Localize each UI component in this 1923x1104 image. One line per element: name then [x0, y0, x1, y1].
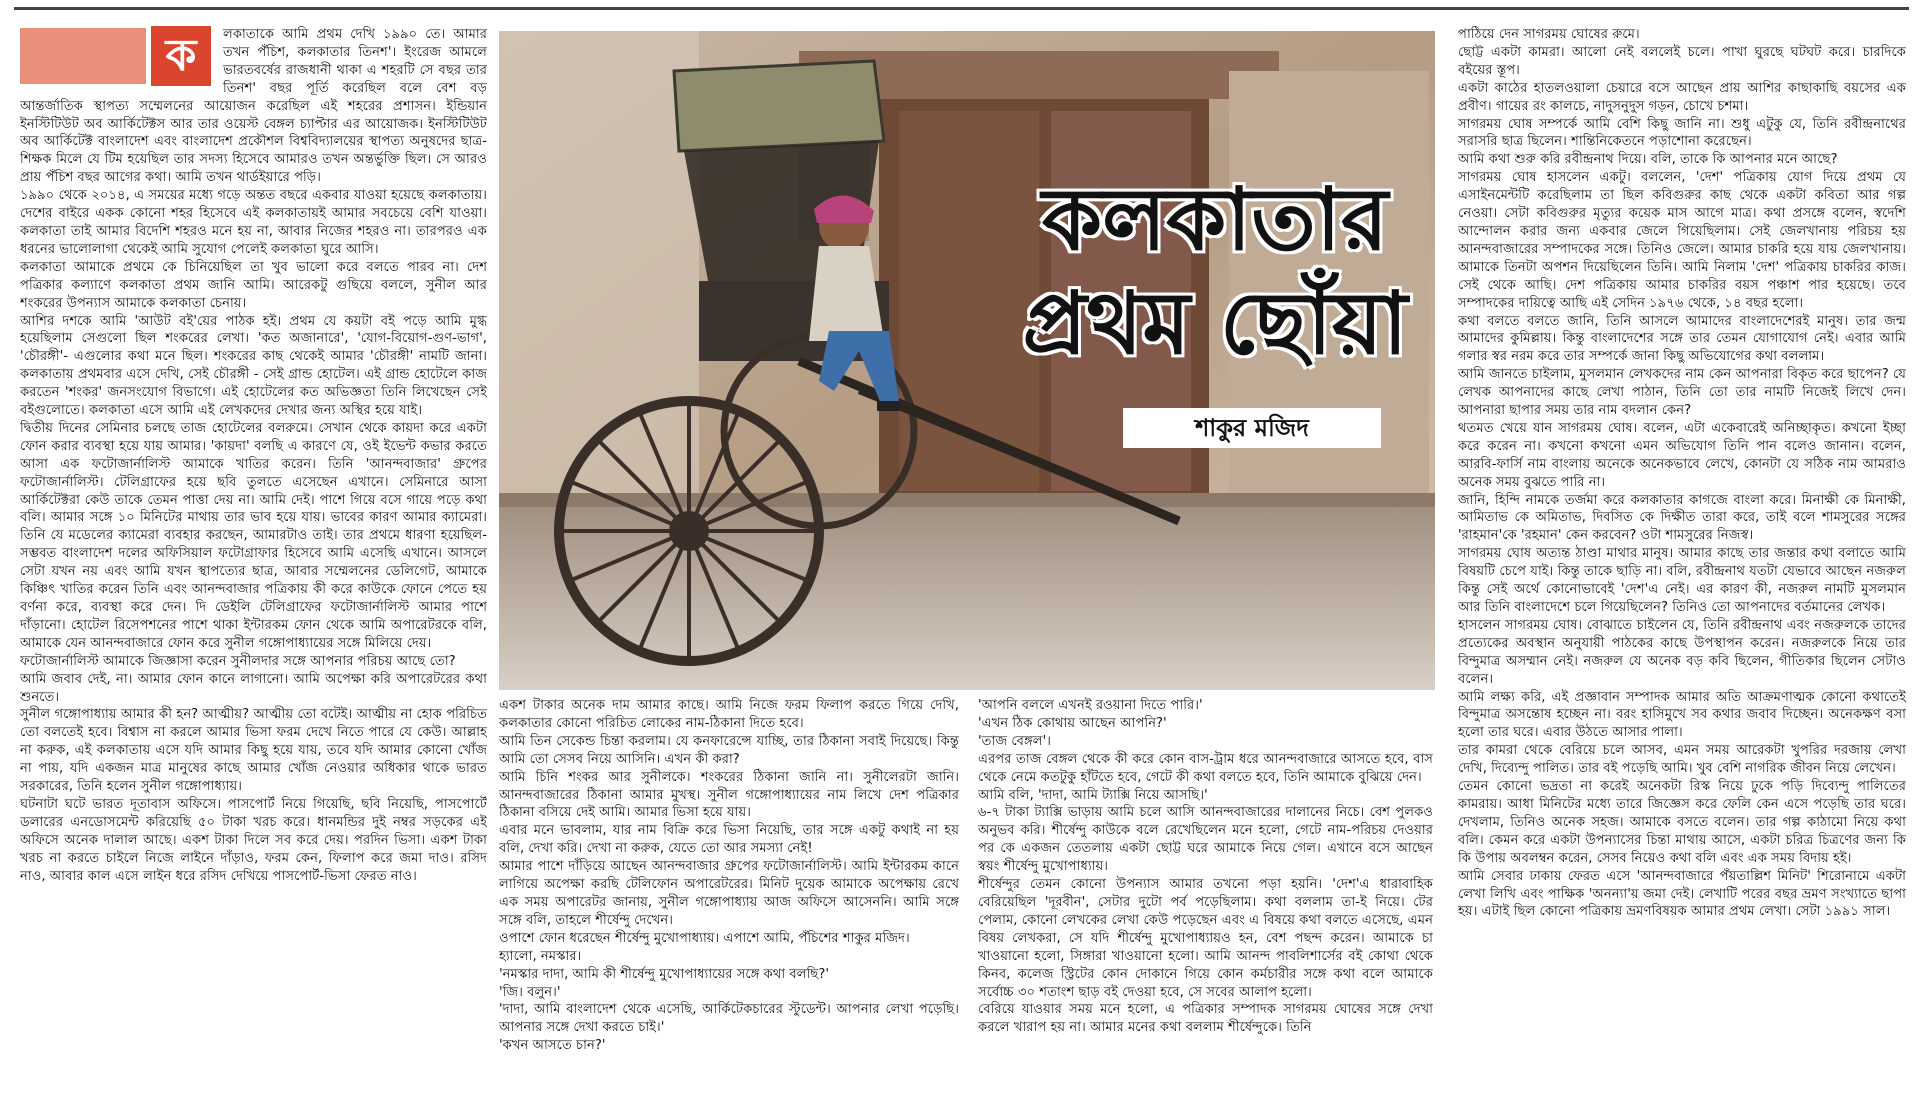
paragraph: শীর্ষেন্দুর তেমন কোনো উপন্যাস আমার তখনো পড়া হয়নি। 'দেশ'এ ধারাবাহিক বেরিয়েছিল 'দূরবীন', সেটার দুটো পর্ব পড়েছিলাম। কথা বললাম তা-ই নিয়ে। টের পেলাম, কোনো লেখকের লেখা কেউ পড়েছেন এবং এ বিষয়ে কথা বলতে এসেছে, এমন বিষয় লেখকরা, সে যদি শীর্ষেন্দু মুখোপাধ্যায়ও হন, বেশ পছন্দ করেন। আমাকে চা খাওয়ানো হলো, সিঙ্গারা খাওয়ানো হলো। আমি আনন্দ পাবলিশার্সের বই কোথা থেকে কিনব, কলেজ স্ট্রিটের কোন দোকানে গিয়ে কোন কর্মচারীর সঙ্গে কথা বলে আমাকে সর্বোচ্চ ৩০ শতাংশ ছাড় বই দেওয়া হবে, সে সবের আলাপ হলো।	[978, 877, 1433, 1000]
paragraph: 'কখন আসতে চান?'	[499, 1038, 606, 1054]
paragraph: আমি সেবার ঢাকায় ফেরত এসে 'আনন্দবাজারে পঁয়তাল্লিশ মিনিট' শিরোনামে একটা লেখা লিখি এবং পাক্ষিক 'অনন্যা'য় জমা দেই। লেখাটি পরের বছর ভ্রমণ সংখ্যাতে ছাপা হয়। এটাই ছিল কোনো পত্রিকায় ভ্রমণবিষয়ক আমার প্রথম লেখা। সেটা ১৯৯১ সাল।	[1458, 868, 1906, 920]
article-column-2b	[978, 697, 1433, 1097]
paragraph: কথা বলতে বলতে জানি, তিনি আসলে আমাদের বাংলাদেশেরই মানুষ। তার জন্ম আমাদের কুমিল্লায়। কিন্তু বাংলাদেশের সঙ্গে তার তেমন যোগাযোগ নেই। এবার আমি গলার স্বর নরম করে তার সম্পর্কে জানা কিছু অভিযোগের কথা বললাম।	[1458, 313, 1906, 365]
paragraph: 'আপনি বললে এখনই রওয়ানা দিতে পারি।'	[978, 698, 1203, 713]
paragraph: 'নমস্কার দাদা, আমি কী শীর্ষেন্দু মুখোপাধ্যায়ের সঙ্গে কথা বলছি?'	[499, 966, 829, 982]
paragraph: আমি কথা শুরু করি রবীন্দ্রনাথ দিয়ে। বলি, তাকে কি আপনার মনে আছে?	[1458, 152, 1838, 168]
paragraph: আমি জবাব দেই, না। আমার ফোন কানে লাগানো। আমি অপেক্ষা করি অপারেটরের কথা শুনতে।	[20, 671, 487, 705]
headline-line-2: প্রথম ছোঁয়া	[1022, 274, 1408, 374]
paragraph: থতমত খেয়ে যান সাগরময় ঘোষ। বলেন, এটা একেবারেই অনিচ্ছাকৃত। কখনো ইচ্ছা করে করেন না। কখনো কখনো এমন অভিযোগ তিনি পান বলেও জানান। বলেন, আরবি-ফার্সি নাম বাংলায় অনেকে অনেকভাবে লেখে, কোনটা যে সঠিক নাম আমরাও অনেক সময় বুঝতে পারি না।	[1458, 420, 1906, 490]
paragraph: হাসলেন সাগরময় ঘোষ। বোঝাতে চাইলেন যে, তিনি রবীন্দ্রনাথ এবং নজরুলকে তাদের প্রত্যেকের অবস্থান অনুযায়ী পাঠকের কাছে উপস্থাপন করেন। নজরুলকে নিয়ে তার বিন্দুমাত্র অসম্মান নেই। নজরুল যে অনেক বড় কবি ছিলেন, গীতিকার ছিলেন সেটাও বলেন।	[1458, 617, 1906, 687]
paragraph: সাগরময় ঘোষ হাসলেন একটু। বললেন, 'দেশ' পত্রিকায় যোগ দিয়ে প্রথম যে এসাইনমেন্টটি করেছিলাম তা ছিল কবিগুরুর কাছ থেকে একটা কবিতা আর গল্প নেওয়া। সেটা কবিগুরুর মৃত্যুর কয়েক মাস আগে মাত্র। কথা প্রসঙ্গে বলেন, স্বদেশি আন্দোলন করার জন্য একবার জেলে গিয়েছিলাম। সেই জেলখানায় পরিচয় হয় আনন্দবাজারের সম্পাদকের সঙ্গে। তিনিও জেলে। আমার চাকরি হয়ে যায় জেলখানায়। আমাকে তিনটা অপশন দিয়েছিলেন তিনি। আমি নিলাম 'দেশ' পত্রিকায় চাকরির কাজ। সেই থেকে আছি। দেশ পত্রিকায় আমার চাকরির বয়স পঞ্চাশ পার হয়েছে। তবে সম্পাদকের দায়িত্বে আছি এই সেদিন ১৯৭৬ থেকে, ১৪ বছর হলো।	[1458, 170, 1906, 311]
paragraph: ১৯৯০ থেকে ২০১৪, এ সময়ের মধ্যে গড়ে অন্তত বছরে একবার যাওয়া হয়েছে কলকাতায়। দেশের বাইরে একক কোনো শহর হিসেবে এই কলকাতায়ই আমার সবচেয়ে বেশি যাওয়া। কলকাতা তাই আমার বিদেশি শহরও মনে হয় না, আবার নিজের শহরও না। তারপরও এক ধরনের ভালোলাগা থেকেই আমি সুযোগ পেলেই কলকাতা ঘুরে আসি।	[20, 188, 487, 257]
dropcap-accent-bar	[20, 28, 146, 84]
paragraph: ঘটনাটা ঘটে ভারত দূতাবাস অফিসে। পাসপোর্ট নিয়ে গিয়েছি, ছবি নিয়েছি, পাসপোর্টে ডলারের এনডোসমেন্ট করিয়েছি ৫০ টাকা খরচ করে। ধানমন্ডির দুই নম্বর সড়কের এই অফিসে অনেক দালাল আছে। একশ টাকা দিলে সব করে দেয়। পরদিন ভিসা। একশ টাকা খরচ না করতে চাইলে নিজে লাইনে দাঁড়াও, ফরম কেন, ফিলাপ করে জমা দাও। রসিদ নাও, আবার কাল এসে লাইন ধরে রসিদ দেখিয়ে পাসপোর্ট-ভিসা ফেরত নাও।	[20, 796, 487, 884]
paragraph: আশির দশকে আমি 'আউট বই'য়ের পাঠক হই। প্রথম যে কয়টা বই পড়ে আমি মুগ্ধ হয়েছিলাম সেগুলো ছিল শংকরের লেখা। 'কত অজানারে', 'যোগ-বিয়োগ-গুণ-ভাগ', 'চৌরঙ্গী'- এগুলোর কথা মনে ছিল। শংকরের কাছ থেকেই আমার 'চৌরঙ্গী' নামটি জানা। কলকাতায় প্রথমবার এসে দেখি, সেই চৌরঙ্গী - সেই গ্রান্ড হোটেল। এই গ্রান্ড হোটেলে কাজ করতেন 'শংকর' জনসংযোগ বিভাগে। এই হোটেলের কত অভিজ্ঞতা তিনি লিখেছেন সেই বইগুলোতে। কলকাতা এসে আমি এই লেখকদের দেখার জন্য অস্থির হয়ে যাই।	[20, 313, 487, 419]
paragraph: আমি চিনি শংকর আর সুনীলকে। শংকরের ঠিকানা জানি না। সুনীলেরটা জানি। আনন্দবাজারের ঠিকানা আমার মুখস্থ। সুনীল গঙ্গোপাধ্যায়ের নাম লিখে দেশ পত্রিকার ঠিকানা বসিয়ে দেই আমি। আমার ভিসা হয়ে যায়।	[499, 769, 959, 821]
paragraph: ওপাশে ফোন ধরেছেন শীর্ষেন্দু মুখোপাধ্যায়। এপাশে আমি, পঁচিশের শাকুর মজিদ।	[499, 930, 910, 946]
top-rule	[14, 7, 1909, 10]
paragraph: একটা কাঠের হাতলওয়ালা চেয়ারে বসে আছেন প্রায় আশির কাছাকাছি বয়সের এক প্রবীণ। গায়ের রং কালচে, নাদুসনুদুস গড়ন, চোখে চশমা।	[1458, 80, 1906, 114]
article-column-2a	[499, 697, 959, 1097]
paragraph: ফটোজার্নালিস্ট আমাকে জিজ্ঞাসা করেন সুনীলদার সঙ্গে আপনার পরিচয় আছে তো?	[20, 653, 456, 669]
paragraph: এরপর তাজ বেঙ্গল থেকে কী করে কোন বাস-ট্রাম ধরে আনন্দবাজারে আসতে হবে, বাস থেকে নেমে কতটুকু হাঁটতে হবে, গেটে কী কথা বলতে হবে, তিনি আমাকে বুঝিয়ে দেন।	[978, 751, 1433, 785]
paragraph: এবার মনে ভাবলাম, যার নাম বিক্রি করে ভিসা নিয়েছি, তার সঙ্গে একটু কথাই না হয় বলি, দেখা করি। দেখা না করুক, যেতে তো আর সমস্যা নেই!	[499, 823, 959, 857]
paragraph: ছোট্ট একটা কামরা। আলো নেই বললেই চলে। পাখা ঘুরছে ঘটঘট করে। চারদিকে বইয়ের স্তূপ।	[1458, 44, 1906, 78]
byline: শাকুর মজিদ	[1123, 408, 1381, 448]
article-column-1	[20, 26, 487, 1096]
paragraph: বেরিয়ে যাওয়ার সময় মনে হলো, এ পত্রিকার সম্পাদক সাগরময় ঘোষের সঙ্গে দেখা করলে খারাপ হয় না। আমার মনের কথা বললাম শীর্ষেন্দুকে। তিনি	[978, 1002, 1433, 1036]
paragraph: 'এখন ঠিক কোথায় আছেন আপনি?'	[978, 715, 1167, 731]
paragraph: আমার পাশে দাঁড়িয়ে আছেন আনন্দবাজার গ্রুপের ফটোজার্নালিস্ট। আমি ইন্টারকম কানে লাগিয়ে অপেক্ষা করছি টেলিফোন অপারেটরের। মিনিট দুয়েক আমাকে অপেক্ষায় রেখে এক সময় অপারেটর জানায়, সুনীল গঙ্গোপাধ্যায় আজ অফিসে আসেননি। আমি সঙ্গে সঙ্গে বলি, তাহলে শীর্ষেন্দু দেখেন।	[499, 859, 959, 928]
paragraph: তার কামরা থেকে বেরিয়ে চলে আসব, এমন সময় আরেকটা খুপরির দরজায় লেখা দেখি, দিব্যেন্দু পালিত। তার বই পড়েছি আমি। খুব বেশি নাগরিক জীবন নিয়ে লেখেন।	[1458, 743, 1906, 777]
paragraph: তেমন কোনো ভদ্রতা না করেই অনেকটা রিস্ক নিয়ে ঢুকে পড়ি দিব্যেন্দু পালিতের কামরায়। আধা মিনিটের মধ্যে তারে জিজ্ঞেস করে ফেলি কেন এসে পড়েছি তার ঘরে। দেখলাম, তিনিও অনেক সহজ। আমাকে বসতে বলেন। তার গল্প কাঠামো নিয়ে কথা বলি। কেমন করে একটা উপন্যাসের চিন্তা মাথায় আসে, একটা চরিত্র চিত্রণের জন্য কি কি উপায় অবলম্বন করেন, সেসব নিয়েও কথা বলি এবং এক সময় বিদায় হই।	[1458, 779, 1906, 866]
dropcap-letter: ক	[151, 26, 211, 86]
article-column-3	[1458, 26, 1906, 1096]
paragraph: সাগরময় ঘোষ অত্যন্ত ঠাণ্ডা মাথার মানুষ। আমার কাছে তার জন্তার কথা বলাতে আমি বিষয়টি চেপে যাই। কিন্তু তাকে ছাড়ি না। বলি, রবীন্দ্রনাথ যতটা যেভাবে আছেন নজরুল কিন্তু সেই অর্থে কোনোভাবেই 'দেশ'এ নেই। এর কারণ কী, নজরুল নামটি মুসলমান আর তিনি বাংলাদেশে চলে গিয়েছিলেন? তিনিও তো আপনাদের বর্তমানের লেখক।	[1458, 546, 1906, 615]
paragraph: কলকাতা আমাকে প্রথমে কে চিনিয়েছিল তা খুব ভালো করে বলতে পারব না। দেশ পত্রিকার কল্যাণে কলকাতা প্রথম জানি আমি। আরেকটু গুছিয়ে বললে, সুনীল আর শংকরের উপন্যাস আমাকে কলকাতা চেনায়।	[20, 259, 487, 311]
headline	[1005, 168, 1425, 376]
paragraph: 'তাজ বেঙ্গল'।	[978, 733, 1051, 749]
paragraph: লকাতাকে আমি প্রথম দেখি ১৯৯০ তে। আমার তখন পঁচিশ, কলকাতার তিনশ'। ইংরেজ আমলে ভারতবর্ষের রাজধানী থাকা এ শহরটি সে বছর তার তিনশ' বছর পূর্তি করেছিল বলে বেশ বড় আন্তর্জাতিক স্থাপত্য সম্মেলনের আয়োজন করেছিল এই শহরের প্রশাসন। ইন্ডিয়ান ইনস্টিটিউট অব আর্কিটেক্টস আর তার ওয়েস্ট বেঙ্গল চ্যাপ্টার এর আয়োজক। ইনস্টিটিউট অব আর্কিটেক্ট বাংলাদেশ এবং বাংলাদেশ প্রকৌশল বিশ্ববিদ্যালয়ের স্থাপত্য অনুষদের ছাত্র-শিক্ষক মিলে যে টিম হয়েছিল তার সদস্য হিসেবে আমারও তখন অন্তর্ভুক্তি ছিল। সে আরও প্রায় পঁচিশ বছর আগের কথা। আমি তখন থার্ডইয়ারে পড়ি।	[20, 27, 487, 186]
paragraph: হ্যালো, নমস্কার।	[499, 948, 582, 964]
paragraph: জানি, হিন্দি নামকে তর্জমা করে কলকাতার কাগজে বাংলা করে। মিনাক্ষী কে মিনাক্ষী, আমিতাভ কে অমিতাভ, দিবসিত কে দিক্ষীত তারা করে, তাই বলে শামসুরের সঙ্গের 'রাহমান'কে 'রহমান' কেন করবেন? ওটা শামসুরের নিজস্ব।	[1458, 492, 1906, 544]
paragraph: একশ টাকার অনেক দাম আমার কাছে। আমি নিজে ফরম ফিলাপ করতে গিয়ে দেখি, কলকাতার কোনো পরিচিত লোকের নাম-ঠিকানা দিতে হবে।	[499, 698, 959, 731]
paragraph: আমি বলি, 'দাদা, আমি ট্যাক্সি নিয়ে আসছি।'	[978, 787, 1208, 803]
paragraph: আমি জানতে চাইলাম, মুসলমান লেখকদের নাম কেন আপনারা বিকৃত করে ছাপেন? যে লেখক আপনাদের কাছে লেখা পাঠান, তিনি তো তার নামটি নিজেই লিখে দেন। আপনারা ছাপার সময় তার নাম বদলান কেন?	[1458, 367, 1906, 419]
headline-line-1: কলকাতার	[1041, 170, 1389, 270]
paragraph: আমি লক্ষ্য করি, এই প্রজ্ঞাবান সম্পাদক আমার অতি আক্রমণাত্মক কোনো কথাতেই বিন্দুমাত্র অসন্তোষ হচ্ছেন না। বরং হাসিমুখে সব কথার জবাব দিচ্ছেন। অনেকক্ষণ বসা হলো তার ঘরে। এবার উঠতে আসার পালা।	[1458, 689, 1906, 741]
paragraph: 'জি। বলুন।'	[499, 984, 561, 1000]
paragraph: ৬-৭ টাকা ট্যাক্সি ভাড়ায় আমি চলে আসি আনন্দবাজারের দালানের নিচে। বেশ পুলকও অনুভব করি। শীর্ষেন্দু কাউকে বলে রেখেছিলেন মনে হলো, গেটে নাম-পরিচয় দেওয়ার পর কে একজন তেতলায় একটা ছোট্ট ঘরে আমাকে নিয়ে গেল। এখানে বসে আছেন স্বয়ং শীর্ষেন্দু মুখোপাধ্যায়।	[978, 805, 1433, 875]
paragraph: দ্বিতীয় দিনের সেমিনার চলছে তাজ হোটেলের বলরুমে। সেখান থেকে কায়দা করে একটা ফোন করার ব্যবস্থা হয়ে যায় আমার। 'কায়দা' বলছি এ কারণে যে, ওই ইভেন্ট কভার করতে আসা এক ফটোজার্নালিস্ট আমাকে খাতির করেন। তিনি 'আনন্দবাজার' গ্রুপের ফটোজার্নালিস্ট। টেলিগ্রাফের হয়ে ছবি তুলতে এসেছেন এখানে। সেমিনারে আসা আর্কিটেক্টরা কেউ তাকে তেমন পাত্তা দেয় না। আমি দেই। পাশে গিয়ে বসে গায়ে পড়ে কথা বলি। আমার সঙ্গে ১০ মিনিটের মাথায় তার ভাব হয়ে যায়। ভাবের কারণ আমার ক্যামেরা। তিনি যে মডেলের ক্যামেরা ব্যবহার করছেন, আমারটাও তাই। তার প্রথমে ধারণা হয়েছিল- সম্ভবত বাংলাদেশ দলের অফিসিয়াল ফটোগ্রাফার হিসেবে আমি এসেছি এখানে। আসলে সেটা যখন নয় এবং আমি যখন স্থাপত্যের ছাত্র, আবার সম্মেলনের ডেলিগেট, আমাকে কিঞ্চিৎ খাতির করেন তিনি এবং আনন্দবাজার পত্রিকায় কী করে কাউকে ফোনে পেতে হয় বর্ণনা করে, ব্যবস্থা করে দেন। দি ডেইলি টেলিগ্রাফের ফটোজার্নালিস্ট আমার পাশে দাঁড়ানো। হোটেল রিসেপশনের পাশে থাকা ইন্টারকম ফোন থেকে আমি অপারেটরকে বলি, আমাকে যেন আনন্দবাজারে ফোন করে সুনীল গঙ্গোপাধ্যায়ের সঙ্গে মিলিয়ে দেয়।	[20, 420, 487, 651]
paragraph: 'দাদা, আমি বাংলাদেশ থেকে এসেছি, আর্কিটেকচারের স্টুডেন্ট। আপনার লেখা পড়েছি। আপনার সঙ্গে দেখা করতে চাই।'	[499, 1002, 959, 1036]
dropcap-block	[20, 26, 213, 86]
paragraph: আমি তিন সেকেন্ড চিন্তা করলাম। যে কনফারেন্সে যাচ্ছি, তার ঠিকানা সবাই দিয়েছে। কিন্তু আমি তো সেসব নিয়ে আসিনি। এখন কী করা?	[499, 733, 959, 767]
paragraph: সাগরময় ঘোষ সম্পর্কে আমি বেশি কিছু জানি না। শুধু এটুকু যে, তিনি রবীন্দ্রনাথের সরাসরি ছাত্র ছিলেন। শান্তিনিকেতনে পড়াশোনা করেছেন।	[1458, 116, 1906, 150]
paragraph: সুনীল গঙ্গোপাধ্যায় আমার কী হন? আত্মীয়? আত্মীয় তো বটেই। আত্মীয় না হোক পরিচিত তো বলতেই হবে। বিশ্বাস না করলে আমার ভিসা ফরম দেখে নিতে পারে যে কেউ। আল্লাহ না করুক, এই কলকাতায় এসে যদি আমার কিছু হয়ে যায়, তবে যদি আমার কোনো খোঁজ না পায়, যদি একজন মাত্র মানুষের কাছে আমার খোঁজ নেওয়ার অধিকার থাকে ভারত সরকারের, তিনি হলেন সুনীল গঙ্গোপাধ্যায়।	[20, 707, 487, 795]
paragraph: পাঠিয়ে দেন সাগরময় ঘোষের রুমে।	[1458, 27, 1640, 42]
